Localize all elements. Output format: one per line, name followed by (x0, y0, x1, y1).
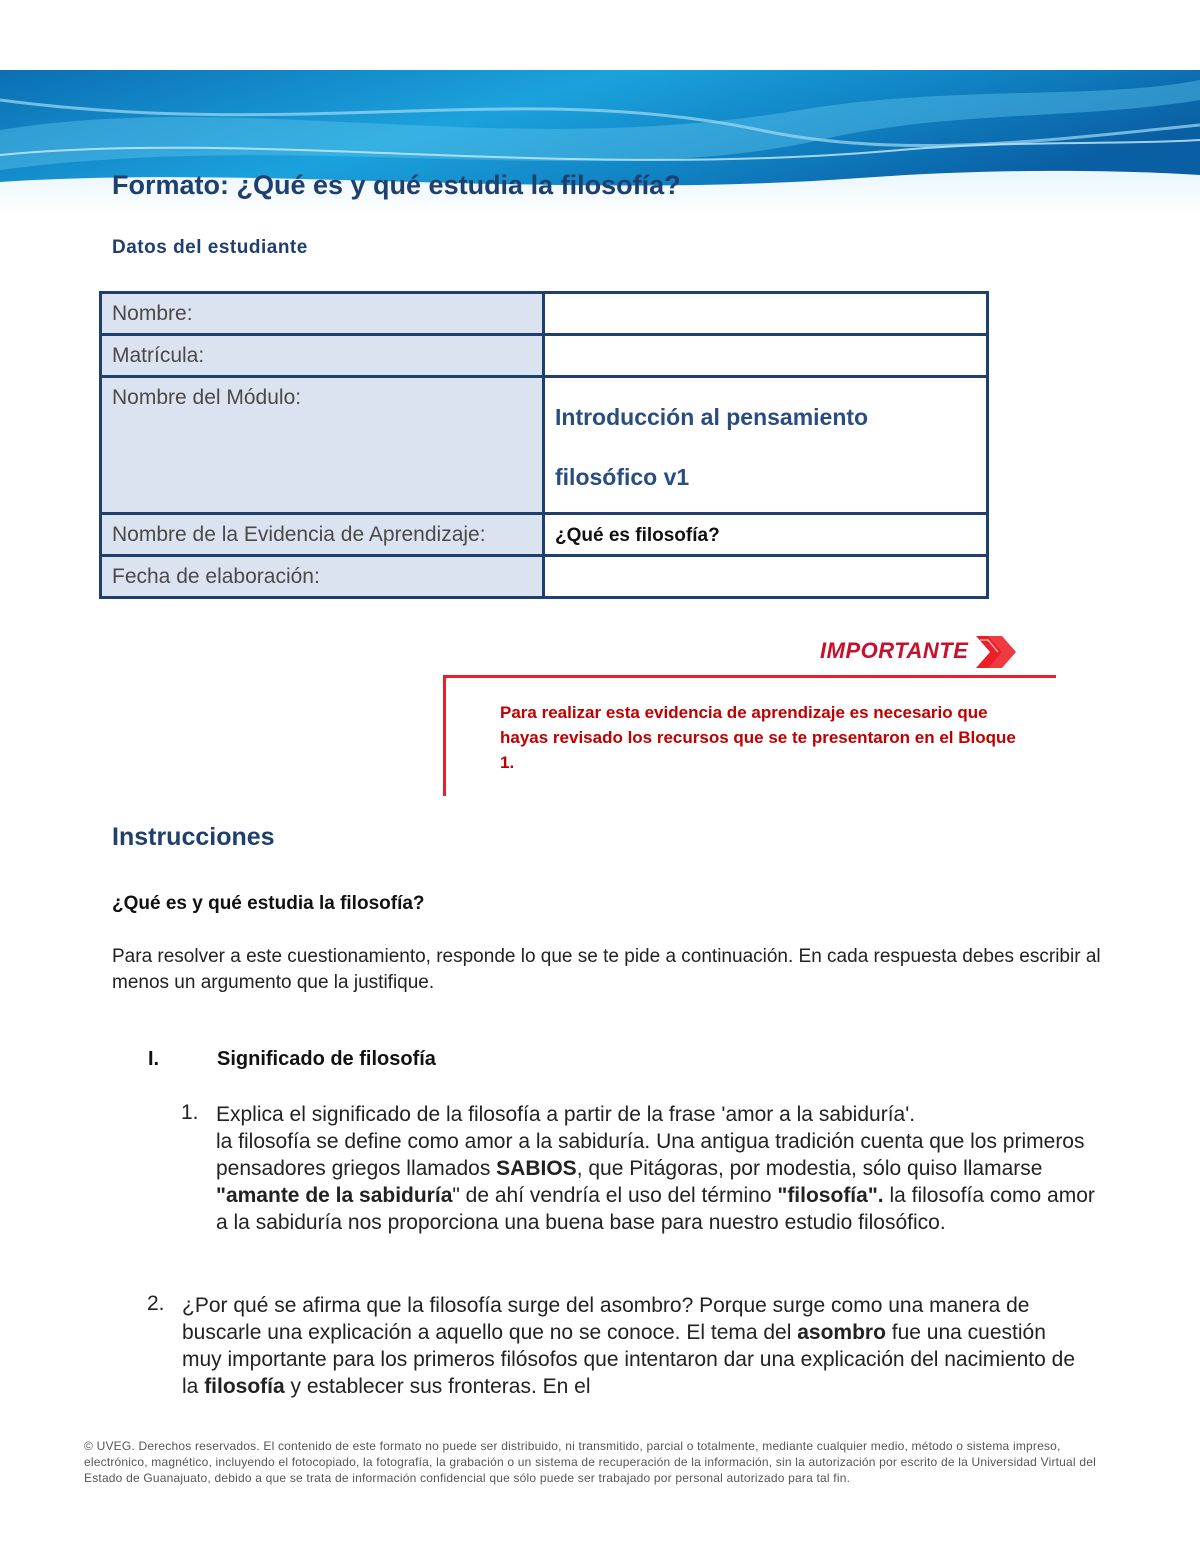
main-question: ¿Qué es y qué estudia la filosofía? (112, 893, 425, 914)
module-name-line-2: filosófico v1 (555, 464, 690, 490)
instructions-intro: Para resolver a este cuestionamiento, responde lo que se te pide a continuación. En cada respuesta debes escribir al menos un argumento que la justifique. (112, 946, 1101, 993)
module-field[interactable] (544, 377, 988, 514)
table-row (101, 514, 988, 556)
table-row (101, 377, 988, 514)
instructions-heading: Instrucciones (112, 823, 275, 851)
date-label: Fecha de elaboración: (101, 556, 544, 598)
table-row (101, 556, 988, 598)
table-row (101, 293, 988, 335)
item-number: 2. (147, 1292, 165, 1315)
important-border-left (443, 675, 446, 796)
item-question: Explica el significado de la filosofía a partir de la frase 'amor a la sabiduría'. (216, 1103, 916, 1126)
evidence-name: ¿Qué es filosofía? (555, 525, 720, 546)
enrollment-field[interactable] (544, 335, 988, 377)
evidence-field[interactable] (544, 514, 988, 556)
item-answer: la filosofía se define como amor a la sabiduría. Una antigua tradición cuenta que los primeros pensadores griegos llamados SABIOS, que Pitágoras, por modestia, sólo quiso llamarse "amante de la sabiduría" de ahí vendría el uso del término "filosofía". la filosofía como amor a la sabiduría nos proporciona una buena base para nuestro estudio filosófico. (216, 1130, 1095, 1234)
enrollment-label: Matrícula: (101, 335, 544, 377)
important-border-top (443, 675, 1056, 678)
important-message: Para realizar esta evidencia de aprendizaje es necesario que hayas revisado los recursos que se te presentaron en el Bloque 1. (500, 703, 1016, 772)
list-item: ¿Por qué se afirma que la filosofía surge del asombro? Porque surge como una manera de buscarle una explicación a aquello que no se conoce. El tema del asombro fue una cuestión muy importante para los primeros filósofos que intentaron dar una explicación del nacimiento de la filosofía y establecer sus fronteras. En el (182, 1294, 1075, 1398)
student-data-table (99, 291, 989, 599)
student-data-heading: Datos del estudiante (112, 237, 308, 258)
copyright-footer: © UVEG. Derechos reservados. El contenido de este formato no puede ser distribuido, ni transmitido, parcial o totalmente, mediante cualquier medio, método o sistema impreso, electrónico, magnético, incluyendo el fotocopiado, la fotografía, la grabación o un sistema de recuperación de la información, sin la autorización por escrito de la Universidad Virtual del Estado de Guanajuato, debido a que se trata de información confidencial que sólo puede ser trabajado por personal autorizado para tal fin. (84, 1439, 1096, 1485)
date-field[interactable] (544, 556, 988, 598)
evidence-label: Nombre de la Evidencia de Aprendizaje: (101, 514, 544, 556)
list-item (216, 1101, 1096, 1236)
important-heading: IMPORTANTE (820, 638, 969, 663)
module-name-line-1: Introducción al pensamiento (555, 404, 869, 430)
name-field[interactable] (544, 293, 988, 335)
item-number: 1. (181, 1101, 199, 1124)
section-number: I. (148, 1048, 160, 1070)
document-title: Formato: ¿Qué es y qué estudia la filosofía? (112, 170, 681, 200)
double-chevron-icon (974, 632, 1018, 677)
name-label: Nombre: (101, 293, 544, 335)
section-title: Significado de filosofía (217, 1048, 436, 1070)
table-row (101, 335, 988, 377)
module-label: Nombre del Módulo: (101, 377, 544, 514)
